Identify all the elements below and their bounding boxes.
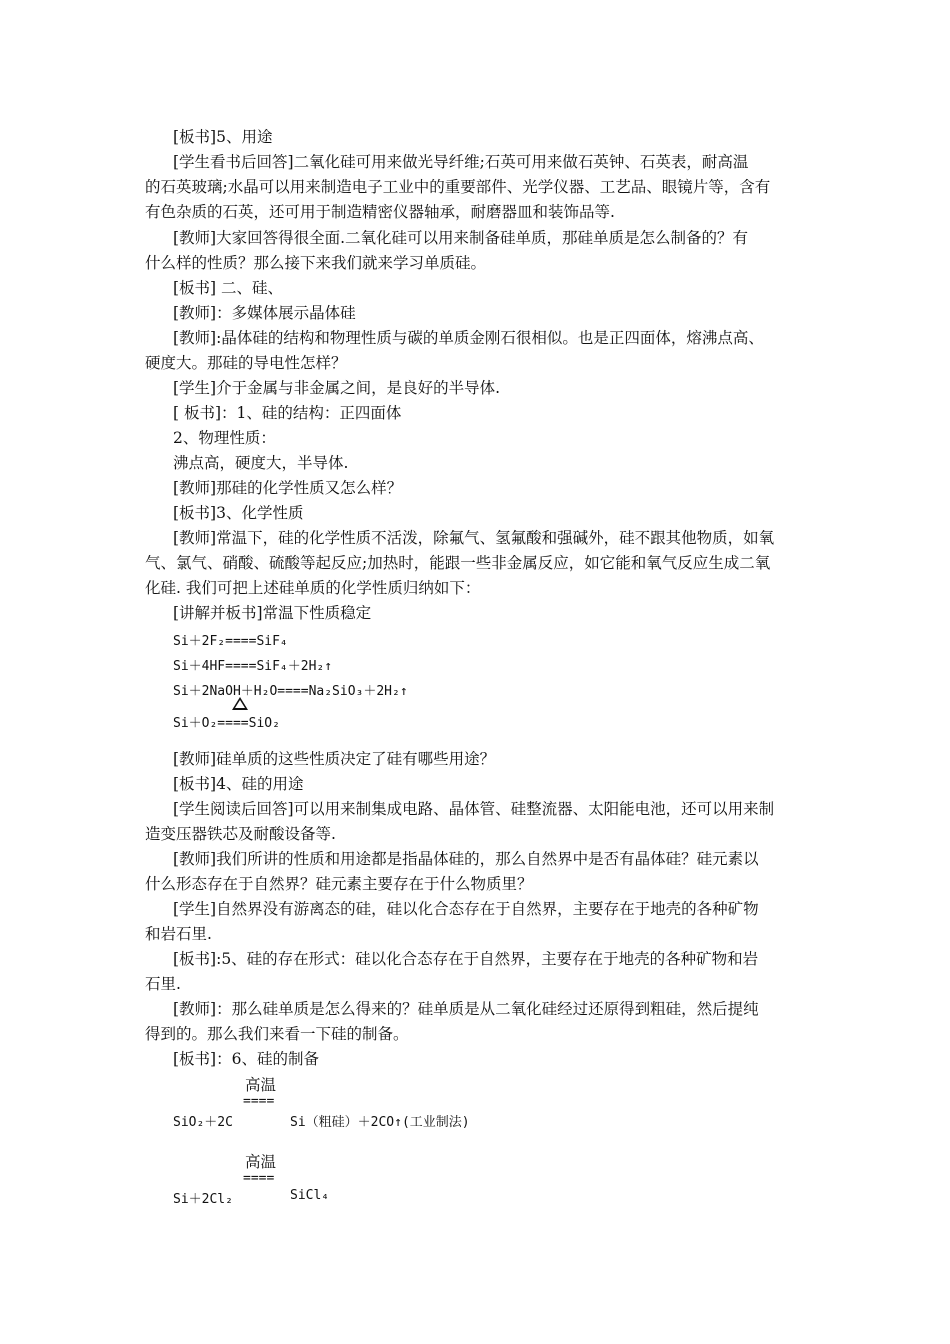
- text-line: 和岩石里.: [145, 925, 212, 943]
- text-line: [教师]那硅的化学性质又怎么样？: [173, 479, 403, 497]
- chem-equation: Si＋2F₂====SiF₄: [173, 634, 288, 649]
- reactants: SiO₂＋2C: [173, 1115, 233, 1130]
- text-line: [教师]硅单质的这些性质决定了硅有哪些用途？: [173, 750, 496, 768]
- reaction-condition: 高温: [245, 1076, 277, 1094]
- text-line: [教师]我们所讲的性质和用途都是指晶体硅的，那么自然界中是否有晶体硅？硅元素以: [173, 850, 759, 868]
- text-line: [学生看书后回答]二氧化硅可用来做光导纤维;石英可用来做石英钟、石英表，耐高温: [173, 153, 749, 171]
- text-line: 得到的。那么我们来看一下硅的制备。: [145, 1025, 409, 1043]
- products: Si（粗硅）＋2CO↑(工业制法): [290, 1115, 470, 1130]
- equals-sign: ====: [243, 1171, 275, 1186]
- heat-triangle-icon: [232, 697, 248, 710]
- text-line: [教师]：多媒体展示晶体硅: [173, 304, 356, 322]
- text-line: [学生]自然界没有游离态的硅，硅以化合态存在于自然界，主要存在于地壳的各种矿物: [173, 900, 759, 918]
- text-line: [ 板书]：1、硅的结构：正四面体: [173, 404, 402, 422]
- reaction-condition: 高温: [245, 1153, 277, 1171]
- text-line: 气、氯气、硝酸、硫酸等起反应;加热时，能跟一些非金属反应，如它能和氧气反应生成二氧: [145, 554, 771, 572]
- text-line: [讲解并板书]常温下性质稳定: [173, 604, 372, 622]
- text-line: [学生阅读后回答]可以用来制集成电路、晶体管、硅整流器、太阳能电池，还可以用来制: [173, 800, 775, 818]
- text-line: [学生]介于金属与非金属之间，是良好的半导体.: [173, 379, 501, 397]
- text-line: [板书]:5、硅的存在形式：硅以化合态存在于自然界，主要存在于地壳的各种矿物和岩: [173, 950, 759, 968]
- text-line: [教师]常温下，硅的化学性质不活泼，除氟气、氢氟酸和强碱外，硅不跟其他物质，如氧: [173, 529, 775, 547]
- text-line: [板书]5、用途: [173, 128, 273, 146]
- text-line: [板书]4、硅的用途: [173, 775, 304, 793]
- chem-equation: Si＋O₂====SiO₂: [173, 716, 280, 731]
- text-line: [教师]:晶体硅的结构和物理性质与碳的单质金刚石很相似。也是正四面体，熔沸点高、: [173, 329, 764, 347]
- text-line: [板书] 二、硅、: [173, 279, 284, 297]
- chem-equation: Si＋4HF====SiF₄＋2H₂↑: [173, 659, 333, 674]
- text-line: 什么形态存在于自然界？硅元素主要存在于什么物质里？: [145, 875, 533, 893]
- text-line: 2、物理性质：: [173, 429, 276, 447]
- text-line: 化硅. 我们可把上述硅单质的化学性质归纳如下：: [145, 579, 481, 597]
- text-line: 造变压器铁芯及耐酸设备等.: [145, 825, 336, 843]
- text-line: [板书]：6、硅的制备: [173, 1050, 319, 1068]
- equals-sign: ====: [243, 1094, 275, 1109]
- text-line: [板书]3、化学性质: [173, 504, 304, 522]
- reactants: Si＋2Cl₂: [173, 1192, 233, 1207]
- text-line: [教师]大家回答得很全面.二氧化硅可以用来制备硅单质，那硅单质是怎么制备的？有: [173, 229, 749, 247]
- text-line: [教师]：那么硅单质是怎么得来的？硅单质是从二氧化硅经过还原得到粗硅，然后提纯: [173, 1000, 759, 1018]
- text-line: 什么样的性质？那么接下来我们就来学习单质硅。: [145, 254, 487, 272]
- text-line: 沸点高，硬度大，半导体.: [173, 454, 349, 472]
- chem-equation: Si＋2NaOH＋H₂O====Na₂SiO₃＋2H₂↑: [173, 684, 408, 699]
- text-line: 有色杂质的石英，还可用于制造精密仪器轴承，耐磨器皿和装饰品等.: [145, 203, 615, 221]
- text-line: 石里.: [145, 975, 181, 993]
- text-line: 的石英玻璃;水晶可以用来制造电子工业中的重要部件、光学仪器、工艺品、眼镜片等，含有: [145, 178, 771, 196]
- text-line: 硬度大。那硅的导电性怎样？: [145, 354, 347, 372]
- products: SiCl₄: [290, 1188, 330, 1203]
